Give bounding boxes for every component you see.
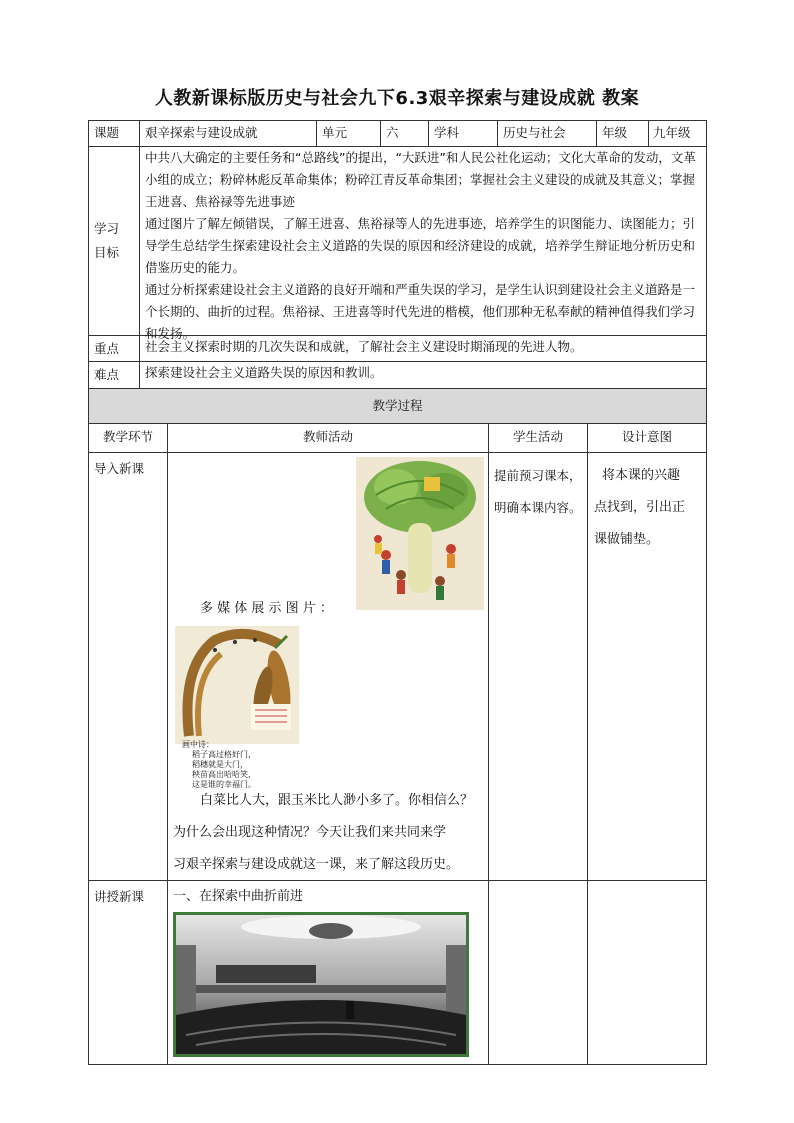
poster-caption	[182, 740, 256, 790]
goals-paragraph-2: 通过图片了解左倾错误，了解王进喜、焦裕禄等人的先进事迹，培养学生的识图能力、读图能力；引导学生总结学生探索建设社会主义道路的失误的原因和经济建设的成就，培养学生辩证地分析历史和借鉴历史的能力。	[145, 216, 696, 275]
goals-label-2: 目标	[94, 245, 120, 260]
student-activity-line-1: 提前预习课本，	[494, 468, 582, 483]
unit-label: 单元	[322, 125, 348, 140]
design-intent	[594, 460, 702, 556]
col-stage-header: 教学环节	[102, 429, 153, 444]
col-intent-header: 设计意图	[621, 429, 672, 444]
poster-line-4: 这是谁的幸福门。	[192, 780, 256, 789]
student-activity-line-2: 明确本课内容。	[494, 500, 582, 515]
goals-label-1: 学习	[94, 221, 120, 236]
poster-line-1: 稻子高过格好门，	[192, 750, 256, 759]
poster-line-2: 稻穗就是大门，	[192, 760, 248, 769]
col-student-header: 学生活动	[512, 429, 563, 444]
process-header: 教学过程	[372, 398, 423, 413]
document-title: 人教新课标版历史与社会九下6.3艰辛探索与建设成就 教案	[154, 88, 640, 109]
congress-hall-photo	[173, 912, 469, 1057]
design-intent-line-1: 将本课的兴趣	[602, 468, 681, 483]
difficult-text: 探索建设社会主义道路失误的原因和教训。	[145, 365, 383, 380]
difficult-label: 难点	[94, 367, 120, 382]
goals-paragraph-1: 中共八大确定的主要任务和“总路线”的提出，“大跃进”和人民公社化运动；文化大革命的发动，文革小组的成立；粉碎林彪反革命集体；粉碎江青反革命集团；掌握社会主义建设的成就及其意义；掌握王进喜、焦裕禄等先进事迹	[145, 150, 696, 209]
poster-caption-title: 画中诗：	[182, 740, 214, 749]
topic-label: 课题	[94, 125, 120, 140]
intro-stage: 导入新课	[94, 461, 145, 476]
multimedia-intro-text: 多 媒 体 展 示 图 片 ：	[200, 601, 333, 616]
lecture-stage: 讲授新课	[94, 889, 145, 904]
section-1-title: 一、在探索中曲折前进	[173, 889, 304, 904]
goals-paragraph-3: 通过分析探索建设社会主义道路的良好开端和严重失误的学习，是学生认识到建设社会主义道路是一个长期的、曲折的过程。焦裕禄、王进喜等时代先进的楷模，他们那种无私奉献的精神值得我们学习和发扬。	[145, 282, 696, 341]
goals-text	[145, 147, 702, 345]
question-line-1: 白菜比人大，跟玉米比人渺小多了。你相信么？	[200, 793, 474, 808]
cabbage-poster-image	[356, 457, 484, 610]
col-teacher-header: 教师活动	[302, 429, 353, 444]
grade-label: 年级	[602, 125, 628, 140]
design-intent-line-2: 点找到，引出正	[594, 500, 686, 515]
question-line-3: 习艰辛探索与建设成就这一课，来了解这段历史。	[173, 857, 460, 872]
subject-label: 学科	[434, 125, 460, 140]
design-intent-line-3: 课做铺垫。	[594, 532, 660, 547]
key-text: 社会主义探索时期的几次失误和成就，了解社会主义建设时期涌现的先进人物。	[145, 339, 583, 354]
poster-line-3: 秧苗高出哈哈笑，	[192, 770, 256, 779]
rice-poster-image	[175, 626, 299, 744]
subject-value: 历史与社会	[503, 125, 566, 140]
key-label: 重点	[94, 341, 120, 356]
student-activity	[494, 460, 586, 524]
question-line-2: 为什么会出现这种情况？今天让我们来共同来学	[173, 825, 447, 840]
grade-value: 九年级	[653, 125, 691, 140]
topic-value: 艰辛探索与建设成就	[145, 125, 258, 140]
unit-value: 六	[386, 125, 399, 140]
